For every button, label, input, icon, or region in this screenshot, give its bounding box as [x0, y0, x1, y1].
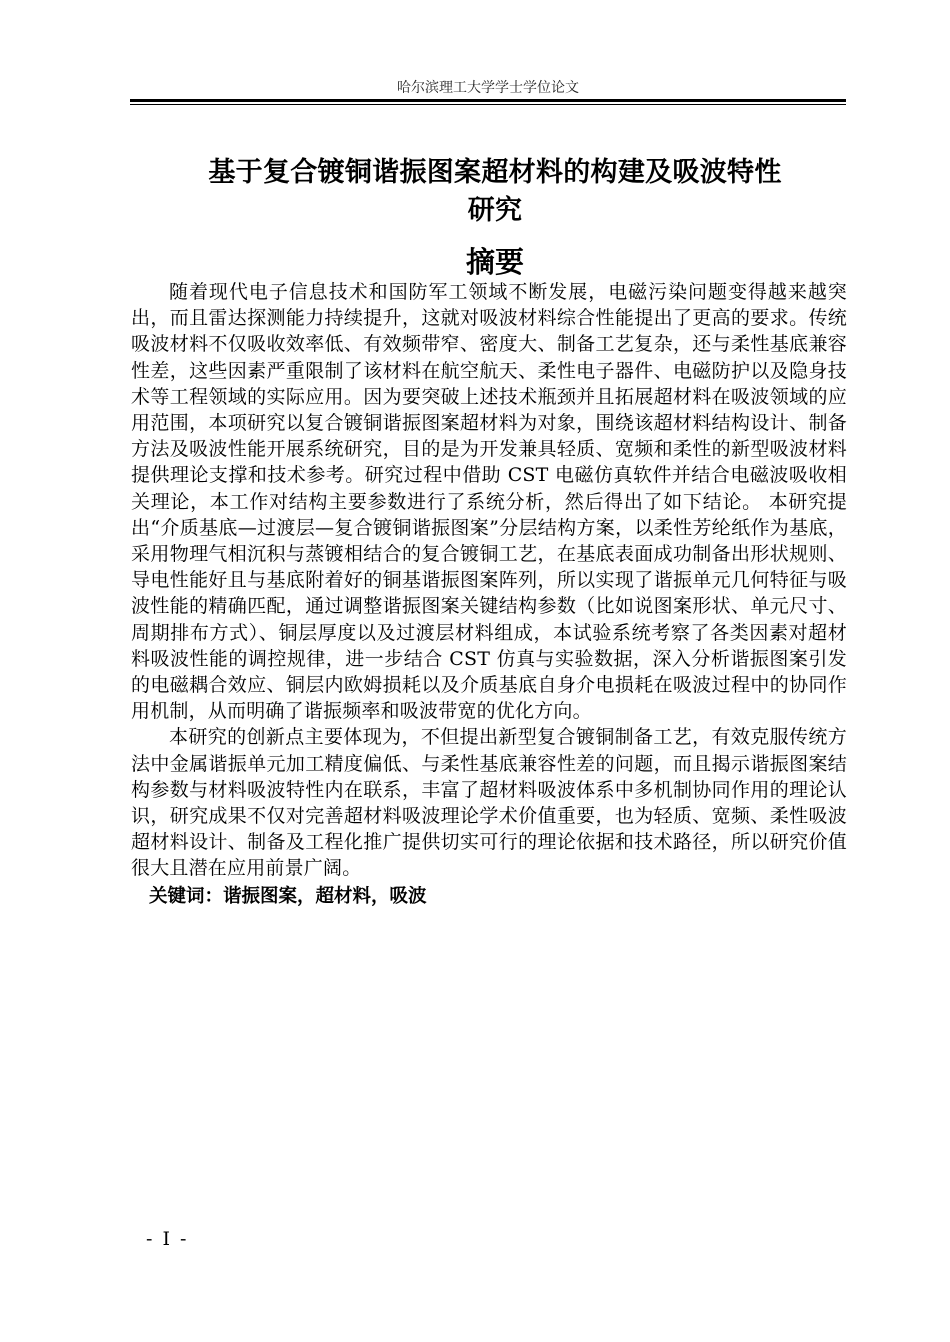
- header-rule-thick: [130, 99, 846, 102]
- abstract-body: [131, 279, 847, 910]
- header-rule-thin: [130, 104, 846, 105]
- thesis-title-line1: 基于复合镀铜谐振图案超材料的构建及吸波特性: [208, 157, 782, 188]
- abstract-heading: 摘要: [465, 245, 524, 279]
- running-header: 哈尔滨理工大学学士学位论文: [397, 80, 579, 96]
- thesis-title: [130, 154, 860, 230]
- keywords-line: 关键词：谐振图案，超材料，吸波: [149, 885, 427, 907]
- page-number: - I -: [146, 1228, 189, 1250]
- thesis-title-line2: 研究: [467, 195, 523, 226]
- abstract-paragraph-1: 随着现代电子信息技术和国防军工领域不断发展，电磁污染问题变得越来越突出，而且雷达探测能力持续提升，这就对吸波材料综合性能提出了更高的要求。传统吸波材料不仅吸收效率低、有效频带窄、密度大、制备工艺复杂，还与柔性基底兼容性差，这些因素严重限制了该材料在航空航天、柔性电子器件、电磁防护以及隐身技术等工程领域的实际应用。因为要突破上述技术瓶颈并且拓展超材料在吸波领域的应用范围，本项研究以复合镀铜谐振图案超材料为对象，围绕该超材料结构设计、制备方法及吸波性能开展系统研究，目的是为开发兼具轻质、宽频和柔性的新型吸波材料提供理论支撑和技术参考。研究过程中借助 CST 电磁仿真软件并结合电磁波吸收相关理论，本工作对结构主要参数进行了系统分析，然后得出了如下结论。 本研究提出“介质基底—过渡层—复合镀铜谐振图案”分层结构方案，以柔性芳纶纸作为基底，采用物理气相沉积与蒸镀相结合的复合镀铜工艺，在基底表面成功制备出形状规则、导电性能好且与基底附着好的铜基谐振图案阵列，所以实现了谐振单元几何特征与吸波性能的精确匹配，通过调整谐振图案关键结构参数（比如说图案形状、单元尺寸、周期排布方式）、铜层厚度以及过渡层材料组成，本试验系统考察了各类因素对超材料吸波性能的调控规律，进一步结合 CST 仿真与实验数据，深入分析谐振图案引发的电磁耦合效应、铜层内欧姆损耗以及介质基底自身介电损耗在吸波过程中的协同作用机制，从而明确了谐振频率和吸波带宽的优化方向。: [131, 281, 847, 723]
- abstract-paragraph-2: 本研究的创新点主要体现为，不但提出新型复合镀铜制备工艺，有效克服传统方法中金属谐振单元加工精度偏低、与柔性基底兼容性差的问题，而且揭示谐振图案结构参数与材料吸波特性内在联系，丰富了超材料吸波体系中多机制协同作用的理论认识，研究成果不仅对完善超材料吸波理论学术价值重要，也为轻质、宽频、柔性吸波超材料设计、制备及工程化推广提供切实可行的理论依据和技术路径，所以研究价值很大且潜在应用前景广阔。: [131, 726, 847, 880]
